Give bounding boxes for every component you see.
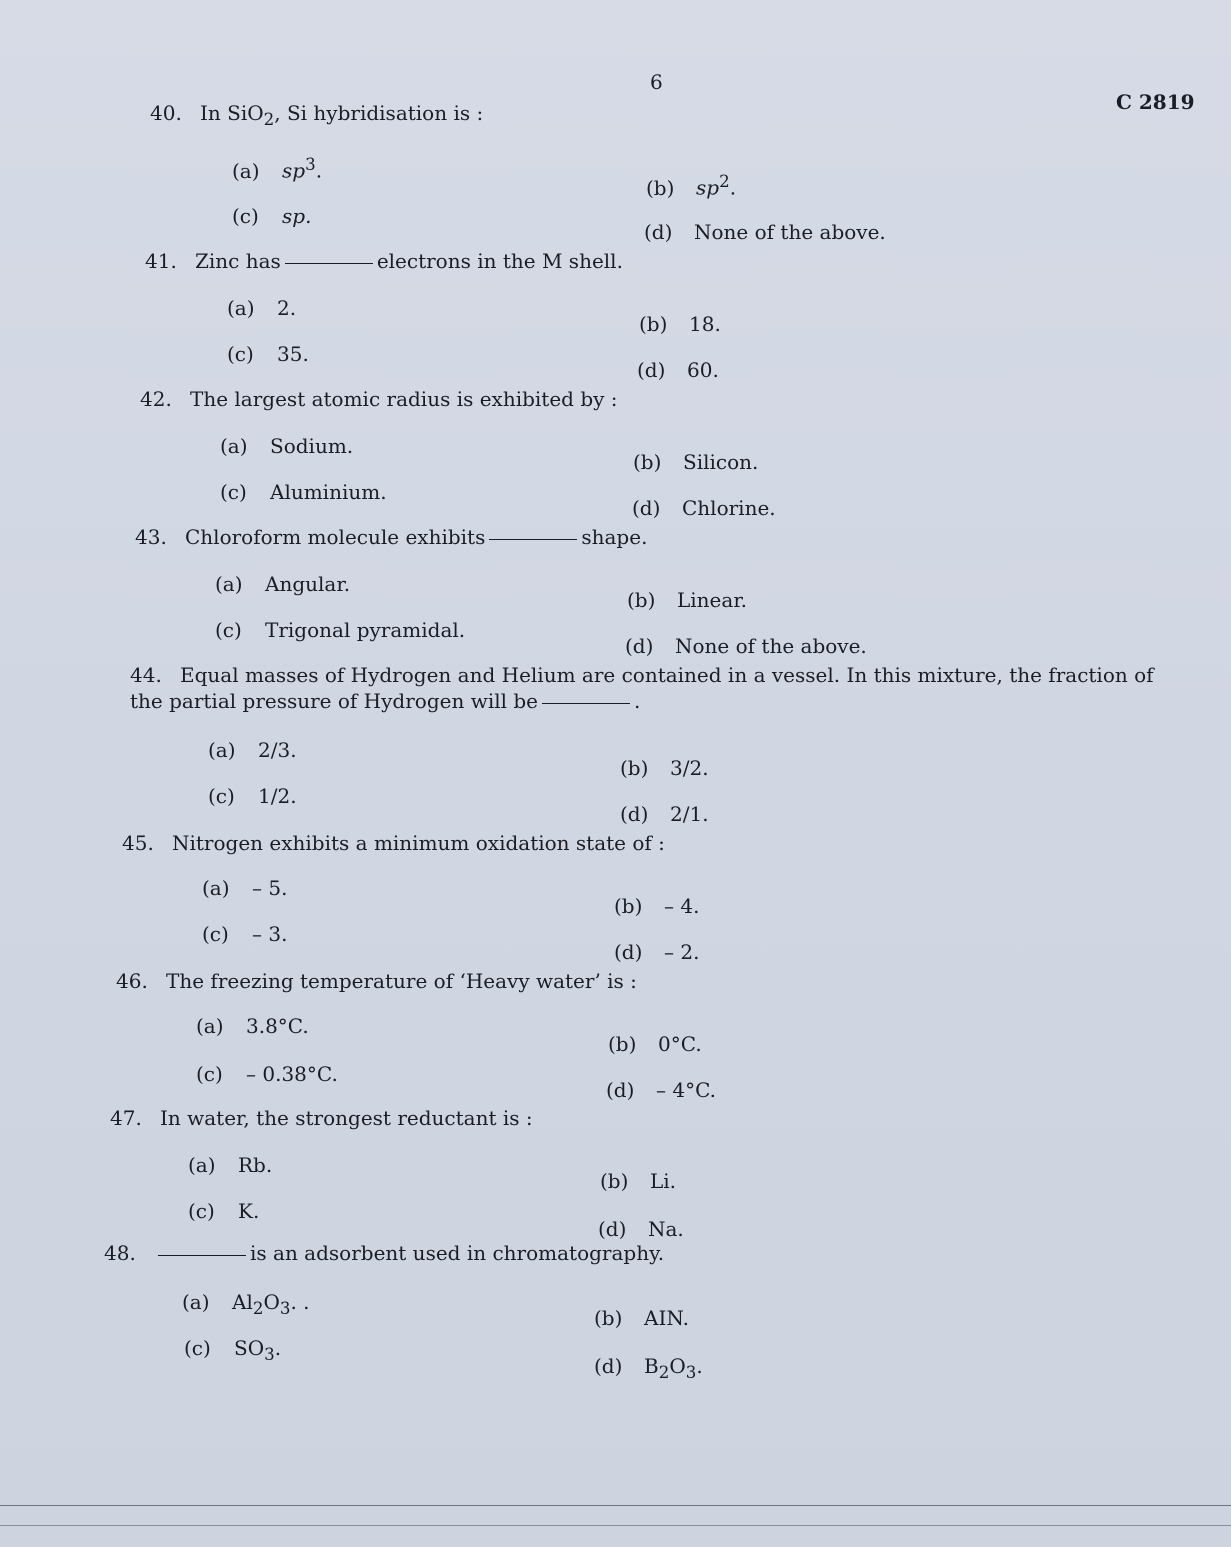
option-a: (a) Angular. <box>215 572 351 596</box>
answer-blank <box>542 703 630 704</box>
option-d: (d) None of the above. <box>644 220 886 244</box>
question-number: 40. <box>150 101 182 125</box>
answer-blank <box>489 539 577 540</box>
option-a: (a) – 5. <box>202 876 288 900</box>
option-a: (a) 2/3. <box>208 738 297 762</box>
question-48 <box>104 1240 1184 1382</box>
option-a: (a) $sp^3$. <box>232 155 323 183</box>
option-d: (d) None of the above. <box>625 634 867 658</box>
question-42 <box>140 386 1220 520</box>
option-d: (d) 2/1. <box>620 802 709 826</box>
option-a: (a) Rb. <box>188 1153 273 1177</box>
question-text: 47. In water, the strongest reductant is : <box>110 1106 533 1130</box>
option-b: (b) AIN. <box>594 1306 689 1330</box>
option-c: (c) 35. <box>227 342 309 366</box>
question-number: 46. <box>116 969 148 993</box>
question-number: 44. <box>130 663 162 687</box>
footer-rule-lower <box>0 1525 1231 1526</box>
option-a: (a) 2. <box>227 296 297 320</box>
question-text: 40. In SiO$_2$, Si hybridisation is : <box>150 101 484 129</box>
question-text: 44. Equal masses of Hydrogen and Helium are contained in a vessel. In this mixture, the fraction of the partial pressure of Hydrogen will be . <box>130 663 1154 713</box>
question-number: 41. <box>145 249 177 273</box>
question-number: 45. <box>122 831 154 855</box>
question-47 <box>110 1105 1190 1241</box>
question-text: 45. Nitrogen exhibits a minimum oxidation state of : <box>122 831 665 855</box>
question-number: 48. <box>104 1241 136 1265</box>
footer-rule <box>0 1505 1231 1506</box>
option-b: (b) Linear. <box>627 588 748 612</box>
answer-blank <box>158 1255 246 1256</box>
question-40 <box>150 100 1230 244</box>
option-d: (d) $B_2O_3$. <box>594 1354 703 1382</box>
question-text: 41. Zinc has electrons in the M shell. <box>145 249 623 273</box>
option-a: (a) Sodium. <box>220 434 354 458</box>
option-b: (b) Silicon. <box>633 450 759 474</box>
option-d: (d) 60. <box>637 358 719 382</box>
option-c: (c) K. <box>188 1199 260 1223</box>
option-c: (c) Trigonal pyramidal. <box>215 618 466 642</box>
option-b: (b) Li. <box>600 1169 677 1193</box>
option-a: (a) 3.8°C. <box>196 1014 309 1038</box>
question-text: 42. The largest atomic radius is exhibited by : <box>140 387 618 411</box>
question-text: 48. is an adsorbent used in chromatography. <box>104 1241 665 1265</box>
question-45 <box>122 830 1202 964</box>
answer-blank <box>285 263 373 264</box>
option-b: (b) – 4. <box>614 894 700 918</box>
question-text: 43. Chloroform molecule exhibits shape. <box>135 525 648 549</box>
question-number: 42. <box>140 387 172 411</box>
option-c: (c) Aluminium. <box>220 480 387 504</box>
option-c: (c) $SO_3$. <box>184 1336 282 1364</box>
option-b: (b) 3/2. <box>620 756 709 780</box>
option-d: (d) Na. <box>598 1217 684 1241</box>
paper-code: C 2819 <box>1116 90 1195 114</box>
option-b: (b) 0°C. <box>608 1032 702 1056</box>
option-c: (c) 1/2. <box>208 784 297 808</box>
option-c: (c) – 0.38°C. <box>196 1062 338 1086</box>
page-number: 6 <box>650 70 663 94</box>
question-46 <box>116 968 1196 1102</box>
question-text: 46. The freezing temperature of ‘Heavy water’ is : <box>116 969 637 993</box>
option-b: (b) 18. <box>639 312 721 336</box>
option-c: (c) – 3. <box>202 922 288 946</box>
option-d: (d) – 4°C. <box>606 1078 717 1102</box>
option-a: (a) $Al_2O_3$. . <box>182 1290 310 1318</box>
option-c: (c) sp. <box>232 204 312 228</box>
question-41 <box>145 248 1225 382</box>
question-44 <box>130 662 1210 827</box>
option-d: (d) Chlorine. <box>632 496 776 520</box>
question-number: 43. <box>135 525 167 549</box>
option-d: (d) – 2. <box>614 940 700 964</box>
question-43 <box>135 524 1215 658</box>
option-b: (b) $sp^2$. <box>646 172 737 200</box>
question-number: 47. <box>110 1106 142 1130</box>
